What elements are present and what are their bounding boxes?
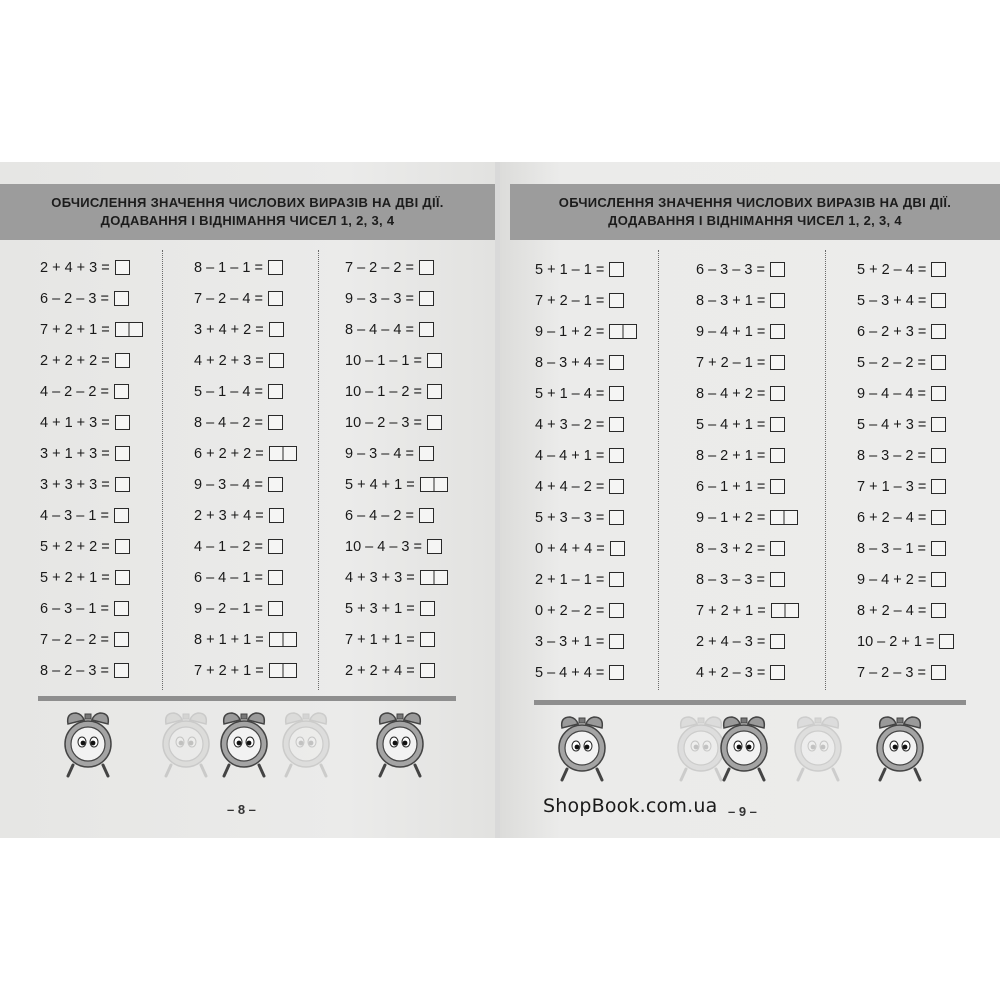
exercise-column-2 [194, 252, 297, 686]
answer-box[interactable] [268, 291, 283, 306]
exercise-row [345, 438, 448, 469]
exercise-row [857, 533, 954, 564]
answer-box[interactable] [420, 570, 448, 585]
answer-box[interactable] [609, 355, 624, 370]
exercise-row [40, 407, 143, 438]
exercise-row [194, 469, 297, 500]
exercise-row [40, 314, 143, 345]
expression: 4 + 2 + 3 = [194, 352, 264, 369]
exercise-row [535, 316, 637, 347]
expression: 3 + 3 + 3 = [40, 476, 110, 493]
answer-box[interactable] [609, 417, 624, 432]
exercise-row [535, 347, 637, 378]
alarm-clock-icon [874, 714, 926, 786]
expression: 7 – 2 – 2 = [345, 259, 414, 276]
answer-box[interactable] [269, 322, 284, 337]
answer-box[interactable] [268, 415, 283, 430]
exercise-row [194, 314, 297, 345]
column-divider [825, 250, 826, 690]
exercise-row [857, 502, 954, 533]
exercise-row [696, 440, 799, 471]
exercise-row [696, 564, 799, 595]
exercise-row [194, 376, 297, 407]
answer-box[interactable] [609, 510, 624, 525]
answer-box[interactable] [931, 355, 946, 370]
expression: 5 + 2 + 1 = [40, 569, 110, 586]
expression: 6 – 4 – 2 = [345, 507, 414, 524]
expression: 9 – 1 + 2 = [696, 509, 766, 526]
expression: 7 + 2 – 1 = [696, 354, 766, 371]
answer-box[interactable] [931, 386, 946, 401]
answer-box[interactable] [114, 663, 129, 678]
expression: 10 – 1 – 2 = [345, 383, 422, 400]
answer-box[interactable] [419, 446, 434, 461]
expression: 6 – 3 – 1 = [40, 600, 109, 617]
exercise-column-1 [535, 254, 637, 688]
exercise-row [194, 562, 297, 593]
answer-box[interactable] [115, 260, 130, 275]
expression: 8 – 1 – 1 = [194, 259, 263, 276]
alarm-clock-icon [718, 714, 770, 786]
expression: 7 + 2 + 1 = [194, 662, 264, 679]
shop-watermark: ShopBook.com.ua [543, 795, 718, 817]
exercise-row [345, 500, 448, 531]
header-line-1: ОБЧИСЛЕННЯ ЗНАЧЕННЯ ЧИСЛОВИХ ВИРАЗІВ НА ДВІ ДІЇ. [51, 195, 444, 210]
exercise-row [345, 593, 448, 624]
expression: 4 + 1 + 3 = [40, 414, 110, 431]
expression: 9 – 3 – 3 = [345, 290, 414, 307]
expression: 4 + 4 – 2 = [535, 478, 605, 495]
expression: 8 – 3 + 1 = [696, 292, 766, 309]
answer-box[interactable] [609, 386, 624, 401]
answer-box[interactable] [268, 384, 283, 399]
exercise-row [696, 378, 799, 409]
answer-box[interactable] [770, 541, 785, 556]
expression: 10 – 4 – 3 = [345, 538, 422, 555]
answer-box[interactable] [115, 353, 130, 368]
exercise-row [696, 471, 799, 502]
expression: 6 – 2 + 3 = [857, 323, 927, 340]
expression: 4 + 2 – 3 = [696, 664, 766, 681]
exercise-row [40, 283, 143, 314]
expression: 4 – 3 – 1 = [40, 507, 109, 524]
alarm-clock-icon [218, 710, 270, 782]
answer-box[interactable] [419, 322, 434, 337]
answer-box[interactable] [268, 570, 283, 585]
expression: 4 – 2 – 2 = [40, 383, 109, 400]
left-page-header [0, 184, 495, 240]
exercise-row [345, 376, 448, 407]
answer-box[interactable] [770, 510, 798, 525]
answer-box[interactable] [931, 293, 946, 308]
answer-box[interactable] [770, 479, 785, 494]
answer-box[interactable] [609, 634, 624, 649]
exercise-row [40, 376, 143, 407]
answer-box[interactable] [931, 262, 946, 277]
exercise-row [857, 285, 954, 316]
answer-box[interactable] [420, 477, 448, 492]
expression: 8 – 3 + 2 = [696, 540, 766, 557]
expression: 2 + 3 + 4 = [194, 507, 264, 524]
exercise-row [535, 409, 637, 440]
right-page [500, 162, 1000, 838]
exercise-row [857, 316, 954, 347]
answer-box[interactable] [931, 541, 946, 556]
column-divider [658, 250, 659, 690]
expression: 5 + 2 + 2 = [40, 538, 110, 555]
answer-box[interactable] [609, 262, 624, 277]
answer-box[interactable] [420, 601, 435, 616]
expression: 8 – 3 – 3 = [696, 571, 765, 588]
exercise-row [40, 438, 143, 469]
exercise-column-3 [345, 252, 448, 686]
answer-box[interactable] [427, 415, 442, 430]
column-divider [318, 250, 319, 690]
answer-box[interactable] [770, 665, 785, 680]
expression: 7 + 1 – 3 = [857, 478, 927, 495]
exercise-row [535, 626, 637, 657]
expression: 7 – 2 – 4 = [194, 290, 263, 307]
answer-box[interactable] [931, 665, 946, 680]
answer-box[interactable] [427, 539, 442, 554]
expression: 9 – 3 – 4 = [345, 445, 414, 462]
exercise-row [40, 655, 143, 686]
answer-box[interactable] [770, 634, 785, 649]
expression: 4 + 3 – 2 = [535, 416, 605, 433]
expression: 8 – 3 – 2 = [857, 447, 926, 464]
answer-box[interactable] [770, 417, 785, 432]
exercise-column-1 [40, 252, 143, 686]
answer-box[interactable] [770, 293, 785, 308]
exercise-row [857, 378, 954, 409]
expression: 8 + 1 + 1 = [194, 631, 264, 648]
right-page-header [510, 184, 1000, 240]
exercise-row [345, 252, 448, 283]
exercise-row [696, 347, 799, 378]
answer-box[interactable] [114, 632, 129, 647]
left-page [0, 162, 495, 838]
footer-rule [534, 700, 966, 705]
exercise-row [194, 252, 297, 283]
exercise-row [40, 531, 143, 562]
exercise-row [857, 409, 954, 440]
expression: 8 – 2 + 1 = [696, 447, 766, 464]
expression: 3 + 1 + 3 = [40, 445, 110, 462]
exercise-row [535, 285, 637, 316]
answer-box[interactable] [931, 603, 946, 618]
expression: 5 – 1 – 4 = [194, 383, 263, 400]
answer-box[interactable] [770, 324, 785, 339]
expression: 10 – 1 – 1 = [345, 352, 422, 369]
alarm-clock-icon [556, 714, 608, 786]
expression: 5 – 3 + 4 = [857, 292, 927, 309]
expression: 8 – 2 – 3 = [40, 662, 109, 679]
answer-box[interactable] [609, 324, 637, 339]
answer-box[interactable] [269, 508, 284, 523]
exercise-row [345, 314, 448, 345]
exercise-row [535, 564, 637, 595]
expression: 5 – 4 + 1 = [696, 416, 766, 433]
expression: 0 + 4 + 4 = [535, 540, 605, 557]
answer-box[interactable] [770, 448, 785, 463]
expression: 9 – 3 – 4 = [194, 476, 263, 493]
answer-box[interactable] [931, 479, 946, 494]
header-line-2: ДОДАВАННЯ І ВІДНІМАННЯ ЧИСЕЛ 1, 2, 3, 4 [100, 213, 395, 228]
book-spread [0, 162, 1000, 838]
column-divider [162, 250, 163, 690]
expression: 9 – 4 + 1 = [696, 323, 766, 340]
expression: 8 – 4 – 4 = [345, 321, 414, 338]
expression: 6 + 2 – 4 = [857, 509, 927, 526]
exercise-row [194, 655, 297, 686]
alarm-clock-icon [62, 710, 114, 782]
exercise-row [857, 254, 954, 285]
expression: 6 – 1 + 1 = [696, 478, 766, 495]
answer-box[interactable] [114, 508, 129, 523]
expression: 10 – 2 – 3 = [345, 414, 422, 431]
expression: 6 – 4 – 1 = [194, 569, 263, 586]
answer-box[interactable] [115, 446, 130, 461]
exercise-row [194, 500, 297, 531]
exercise-row [857, 595, 954, 626]
answer-box[interactable] [609, 603, 624, 618]
expression: 7 – 2 – 2 = [40, 631, 109, 648]
expression: 9 – 4 – 4 = [857, 385, 926, 402]
answer-box[interactable] [268, 260, 283, 275]
exercise-row [345, 655, 448, 686]
expression: 8 – 3 – 1 = [857, 540, 926, 557]
exercise-row [194, 531, 297, 562]
exercise-row [696, 533, 799, 564]
answer-box[interactable] [609, 293, 624, 308]
expression: 5 + 1 – 4 = [535, 385, 605, 402]
exercise-row [40, 500, 143, 531]
expression: 9 – 2 – 1 = [194, 600, 263, 617]
exercise-row [857, 471, 954, 502]
faded-clock-icon [792, 714, 844, 786]
answer-box[interactable] [609, 572, 624, 587]
expression: 6 + 2 + 2 = [194, 445, 264, 462]
exercise-column-3 [857, 254, 954, 688]
expression: 9 – 4 + 2 = [857, 571, 927, 588]
answer-box[interactable] [419, 291, 434, 306]
answer-box[interactable] [115, 322, 143, 337]
exercise-row [535, 533, 637, 564]
expression: 2 + 4 + 3 = [40, 259, 110, 276]
exercise-row [696, 316, 799, 347]
expression: 2 + 1 – 1 = [535, 571, 605, 588]
expression: 5 + 3 – 3 = [535, 509, 605, 526]
answer-box[interactable] [931, 510, 946, 525]
header-line-1: ОБЧИСЛЕННЯ ЗНАЧЕННЯ ЧИСЛОВИХ ВИРАЗІВ НА ДВІ ДІЇ. [558, 195, 952, 210]
answer-box[interactable] [115, 570, 130, 585]
exercise-row [40, 252, 143, 283]
expression: 9 – 1 + 2 = [535, 323, 605, 340]
answer-box[interactable] [609, 479, 624, 494]
answer-box[interactable] [427, 353, 442, 368]
expression: 4 + 3 + 3 = [345, 569, 415, 586]
answer-box[interactable] [269, 353, 284, 368]
answer-box[interactable] [268, 477, 283, 492]
answer-box[interactable] [269, 632, 297, 647]
answer-box[interactable] [770, 262, 785, 277]
expression: 5 – 4 + 3 = [857, 416, 927, 433]
exercise-row [194, 407, 297, 438]
page-number: – 9 – [728, 804, 757, 819]
exercise-row [535, 378, 637, 409]
exercise-row [857, 347, 954, 378]
answer-box[interactable] [771, 603, 799, 618]
alarm-clock-icon [374, 710, 426, 782]
exercise-row [696, 595, 799, 626]
answer-box[interactable] [610, 541, 625, 556]
answer-box[interactable] [269, 663, 297, 678]
exercise-row [857, 440, 954, 471]
exercise-row [194, 593, 297, 624]
answer-box[interactable] [939, 634, 954, 649]
answer-box[interactable] [609, 665, 624, 680]
page-number: – 8 – [227, 802, 256, 817]
exercise-row [40, 624, 143, 655]
answer-box[interactable] [931, 324, 946, 339]
exercise-row [194, 438, 297, 469]
answer-box[interactable] [931, 572, 946, 587]
expression: 3 + 4 + 2 = [194, 321, 264, 338]
expression: 6 – 2 – 3 = [40, 290, 109, 307]
expression: 2 + 4 – 3 = [696, 633, 766, 650]
exercise-row [696, 502, 799, 533]
answer-box[interactable] [420, 632, 435, 647]
expression: 4 – 1 – 2 = [194, 538, 263, 555]
expression: 2 + 2 + 2 = [40, 352, 110, 369]
answer-box[interactable] [268, 539, 283, 554]
exercise-row [535, 254, 637, 285]
exercise-row [40, 562, 143, 593]
exercise-row [535, 657, 637, 688]
exercise-row [535, 440, 637, 471]
exercise-row [194, 624, 297, 655]
exercise-row [857, 564, 954, 595]
expression: 5 + 1 – 1 = [535, 261, 605, 278]
expression: 7 – 2 – 3 = [857, 664, 926, 681]
exercise-row [696, 626, 799, 657]
exercise-row [857, 626, 954, 657]
expression: 5 + 4 + 1 = [345, 476, 415, 493]
answer-box[interactable] [420, 663, 435, 678]
answer-box[interactable] [770, 386, 785, 401]
expression: 10 – 2 + 1 = [857, 633, 935, 650]
expression: 2 + 2 + 4 = [345, 662, 415, 679]
answer-box[interactable] [931, 448, 946, 463]
answer-box[interactable] [419, 508, 434, 523]
answer-box[interactable] [114, 601, 129, 616]
expression: 4 – 4 + 1 = [535, 447, 605, 464]
exercise-row [345, 562, 448, 593]
exercise-row [40, 345, 143, 376]
exercise-row [535, 595, 637, 626]
expression: 5 + 3 + 1 = [345, 600, 415, 617]
expression: 8 + 2 – 4 = [857, 602, 927, 619]
answer-box[interactable] [770, 355, 785, 370]
answer-box[interactable] [114, 384, 129, 399]
answer-box[interactable] [931, 417, 946, 432]
header-line-2: ДОДАВАННЯ І ВІДНІМАННЯ ЧИСЕЛ 1, 2, 3, 4 [608, 213, 902, 228]
answer-box[interactable] [427, 384, 442, 399]
answer-box[interactable] [609, 448, 624, 463]
exercise-row [194, 345, 297, 376]
footer-rule [38, 696, 456, 701]
expression: 7 + 2 + 1 = [696, 602, 766, 619]
exercise-row [345, 283, 448, 314]
exercise-row [696, 657, 799, 688]
expression: 5 – 2 – 2 = [857, 354, 926, 371]
exercise-row [40, 593, 143, 624]
expression: 7 + 2 + 1 = [40, 321, 110, 338]
faded-clock-icon [160, 710, 212, 782]
expression: 7 + 2 – 1 = [535, 292, 605, 309]
expression: 5 + 2 – 4 = [857, 261, 927, 278]
exercise-row [194, 283, 297, 314]
exercise-row [345, 624, 448, 655]
expression: 8 – 3 + 4 = [535, 354, 605, 371]
expression: 0 + 2 – 2 = [535, 602, 605, 619]
exercise-row [345, 469, 448, 500]
exercise-column-2 [696, 254, 799, 688]
exercise-row [535, 471, 637, 502]
exercise-row [857, 657, 954, 688]
answer-box[interactable] [114, 291, 129, 306]
expression: 7 + 1 + 1 = [345, 631, 415, 648]
exercise-row [40, 469, 143, 500]
exercise-row [345, 531, 448, 562]
exercise-row [696, 285, 799, 316]
answer-box[interactable] [115, 539, 130, 554]
answer-box[interactable] [115, 415, 130, 430]
answer-box[interactable] [115, 477, 130, 492]
exercise-row [345, 345, 448, 376]
answer-box[interactable] [770, 572, 785, 587]
expression: 6 – 3 – 3 = [696, 261, 765, 278]
expression: 5 – 4 + 4 = [535, 664, 605, 681]
answer-box[interactable] [419, 260, 434, 275]
expression: 8 – 4 – 2 = [194, 414, 263, 431]
expression: 8 – 4 + 2 = [696, 385, 766, 402]
answer-box[interactable] [269, 446, 297, 461]
faded-clock-icon [280, 710, 332, 782]
answer-box[interactable] [268, 601, 283, 616]
exercise-row [535, 502, 637, 533]
exercise-row [345, 407, 448, 438]
expression: 3 – 3 + 1 = [535, 633, 605, 650]
exercise-row [696, 254, 799, 285]
exercise-row [696, 409, 799, 440]
